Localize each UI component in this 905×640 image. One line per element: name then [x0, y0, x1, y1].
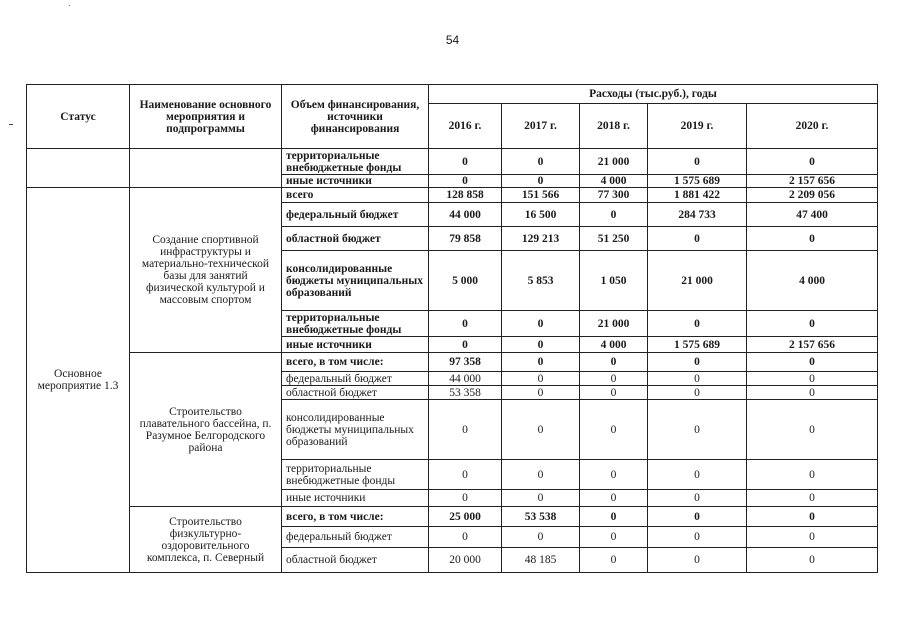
amount-cell: 0 — [502, 400, 580, 460]
amount-cell: 1 575 689 — [648, 337, 747, 353]
funding-source: консолидированные бюджеты муниципальных образований — [282, 251, 429, 311]
funding-source: территориальные внебюджетные фонды — [282, 149, 429, 175]
budget-table — [26, 84, 878, 573]
amount-cell: 21 000 — [580, 311, 648, 337]
amount-cell: 0 — [648, 527, 747, 548]
header-volume: Объем финансирования, источники финансирования — [282, 85, 429, 149]
amount-cell: 0 — [502, 490, 580, 507]
amount-cell: 0 — [648, 149, 747, 175]
amount-cell: 0 — [648, 227, 747, 251]
amount-cell: 0 — [429, 311, 502, 337]
page-number: 54 — [445, 33, 460, 47]
amount-cell: 48 185 — [502, 548, 580, 573]
amount-cell: 44 000 — [429, 203, 502, 227]
header-year: 2019 г. — [648, 104, 747, 149]
amount-cell: 128 858 — [429, 188, 502, 203]
amount-cell: 0 — [747, 149, 878, 175]
amount-cell: 21 000 — [580, 149, 648, 175]
amount-cell: 0 — [580, 386, 648, 400]
amount-cell: 53 358 — [429, 386, 502, 400]
amount-cell: 151 566 — [502, 188, 580, 203]
amount-cell: 1 050 — [580, 251, 648, 311]
amount-cell: 284 733 — [648, 203, 747, 227]
funding-source: консолидированные бюджеты муниципальных образований — [282, 400, 429, 460]
table-row — [27, 149, 878, 175]
amount-cell: 0 — [429, 460, 502, 490]
funding-source: территориальные внебюджетные фонды — [282, 460, 429, 490]
funding-source: иные источники — [282, 490, 429, 507]
funding-source: федеральный бюджет — [282, 372, 429, 386]
amount-cell: 0 — [648, 548, 747, 573]
amount-cell: 0 — [648, 386, 747, 400]
amount-cell: 0 — [747, 507, 878, 527]
amount-cell: 0 — [502, 149, 580, 175]
amount-cell: 0 — [580, 460, 648, 490]
amount-cell: 0 — [648, 400, 747, 460]
amount-cell: 2 157 656 — [747, 175, 878, 188]
amount-cell: 0 — [747, 311, 878, 337]
amount-cell: 5 000 — [429, 251, 502, 311]
amount-cell: 0 — [747, 548, 878, 573]
amount-cell: 0 — [580, 400, 648, 460]
funding-source: иные источники — [282, 175, 429, 188]
amount-cell: 0 — [502, 372, 580, 386]
funding-source: всего — [282, 188, 429, 203]
amount-cell: 0 — [648, 311, 747, 337]
amount-cell: 0 — [502, 460, 580, 490]
amount-cell: 129 213 — [502, 227, 580, 251]
amount-cell: 0 — [747, 227, 878, 251]
amount-cell: 0 — [648, 490, 747, 507]
amount-cell: 1 881 422 — [648, 188, 747, 203]
amount-cell: 0 — [747, 386, 878, 400]
funding-source: областной бюджет — [282, 386, 429, 400]
amount-cell: 0 — [747, 353, 878, 372]
program-name: Строительство физкультурно-оздоровительного комплекса, п. Северный — [130, 507, 282, 573]
funding-source: иные источники — [282, 337, 429, 353]
amount-cell: 5 853 — [502, 251, 580, 311]
amount-cell: 0 — [580, 490, 648, 507]
amount-cell: 0 — [502, 175, 580, 188]
document-body — [26, 84, 878, 573]
amount-cell: 79 858 — [429, 227, 502, 251]
amount-cell: 2 209 056 — [747, 188, 878, 203]
amount-cell: 51 250 — [580, 227, 648, 251]
amount-cell: 16 500 — [502, 203, 580, 227]
amount-cell: 0 — [747, 460, 878, 490]
amount-cell: 0 — [747, 490, 878, 507]
program-name: Строительство плавательного бассейна, п. Разумное Белгородского района — [130, 353, 282, 507]
amount-cell: 0 — [580, 203, 648, 227]
amount-cell: 47 400 — [747, 203, 878, 227]
amount-cell: 0 — [580, 353, 648, 372]
table-body — [27, 149, 878, 573]
funding-source: областной бюджет — [282, 548, 429, 573]
amount-cell: 0 — [429, 149, 502, 175]
amount-cell: 0 — [429, 490, 502, 507]
amount-cell: 0 — [747, 400, 878, 460]
amount-cell: 21 000 — [648, 251, 747, 311]
amount-cell: 25 000 — [429, 507, 502, 527]
amount-cell: 0 — [429, 527, 502, 548]
amount-cell: 0 — [580, 507, 648, 527]
amount-cell: 0 — [648, 507, 747, 527]
funding-source: федеральный бюджет — [282, 203, 429, 227]
amount-cell: 0 — [648, 460, 747, 490]
amount-cell: 77 300 — [580, 188, 648, 203]
amount-cell: 0 — [502, 527, 580, 548]
table-row — [27, 188, 878, 203]
header-year: 2018 г. — [580, 104, 648, 149]
header-status: Статус — [27, 85, 130, 149]
amount-cell: 44 000 — [429, 372, 502, 386]
status-cell: Основное мероприятие 1.3 — [27, 188, 130, 573]
table-row — [27, 353, 878, 372]
header-year: 2017 г. — [502, 104, 580, 149]
amount-cell: 0 — [429, 337, 502, 353]
amount-cell: 4 000 — [580, 175, 648, 188]
status-cell — [27, 149, 130, 188]
header-year: 2020 г. — [747, 104, 878, 149]
amount-cell: 0 — [648, 353, 747, 372]
amount-cell: 4 000 — [580, 337, 648, 353]
funding-source: областной бюджет — [282, 227, 429, 251]
amount-cell: 0 — [747, 372, 878, 386]
amount-cell: 20 000 — [429, 548, 502, 573]
program-name — [130, 149, 282, 188]
amount-cell: 0 — [648, 372, 747, 386]
amount-cell: 53 538 — [502, 507, 580, 527]
program-name: Создание спортивной инфраструктуры и материально-технической базы для занятий физической культурой и массовым спортом — [130, 188, 282, 353]
amount-cell: 0 — [502, 386, 580, 400]
funding-source: всего, в том числе: — [282, 507, 429, 527]
amount-cell: 2 157 656 — [747, 337, 878, 353]
amount-cell: 0 — [580, 372, 648, 386]
amount-cell: 0 — [502, 337, 580, 353]
amount-cell: 0 — [580, 527, 648, 548]
header-name: Наименование основного мероприятия и подпрограммы — [130, 85, 282, 149]
amount-cell: 4 000 — [747, 251, 878, 311]
table-row — [27, 507, 878, 527]
amount-cell: 0 — [502, 353, 580, 372]
amount-cell: 0 — [429, 400, 502, 460]
scan-speck — [69, 5, 70, 6]
header-expenses: Расходы (тыс.руб.), годы — [429, 85, 878, 104]
funding-source: территориальные внебюджетные фонды — [282, 311, 429, 337]
scan-mark — [9, 124, 13, 125]
funding-source: федеральный бюджет — [282, 527, 429, 548]
amount-cell: 1 575 689 — [648, 175, 747, 188]
amount-cell: 0 — [429, 175, 502, 188]
amount-cell: 97 358 — [429, 353, 502, 372]
funding-source: всего, в том числе: — [282, 353, 429, 372]
amount-cell: 0 — [580, 548, 648, 573]
amount-cell: 0 — [747, 527, 878, 548]
amount-cell: 0 — [502, 311, 580, 337]
header-year: 2016 г. — [429, 104, 502, 149]
